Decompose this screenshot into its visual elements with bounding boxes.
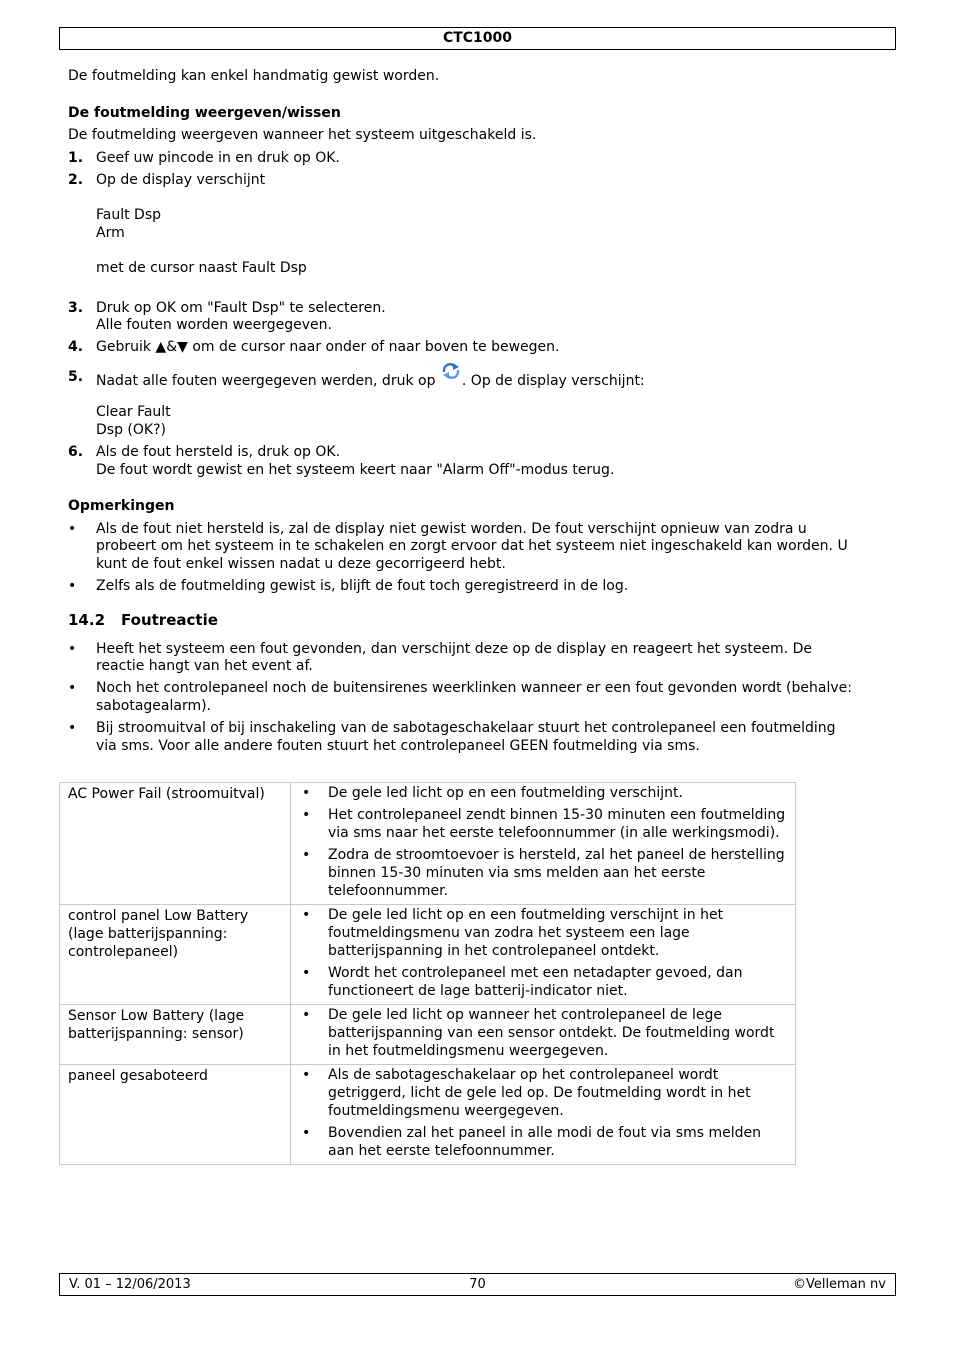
fault-table: [59, 782, 796, 1165]
fault-response: [291, 1005, 796, 1065]
table-row: [60, 1065, 796, 1165]
bullet-icon: •: [302, 1067, 311, 1083]
remark-line: probeert om het systeem in te schakelen en zorgt ervoor dat het systeem niet ingeschakeld kan worden. U: [96, 538, 848, 554]
step-text-continued: De fout wordt gewist en het systeem keert naar "Alarm Off"-modus terug.: [96, 462, 615, 478]
fault-label: AC Power Fail (stroomuitval): [60, 783, 291, 905]
bullet-icon: •: [302, 807, 311, 823]
list-item: [299, 1006, 787, 1060]
bullet-line: Bij stroomuitval of bij inschakeling van de sabotageschakelaar stuurt het controlepaneel een foutmelding: [96, 720, 836, 736]
bullet-icon: •: [302, 907, 311, 923]
list-item: [299, 806, 787, 842]
remark-line: Zelfs als de foutmelding gewist is, blijft de fout toch geregistreerd in de log.: [96, 578, 629, 594]
display-line: Arm: [96, 225, 125, 241]
fault-label: control panel Low Battery (lage batterijspanning: controlepaneel): [60, 905, 291, 1005]
bullet-line: Heeft het systeem een fout gevonden, dan verschijnt deze op de display en reageert het systeem. De: [96, 641, 812, 657]
step-text: Gebruik ▲&▼ om de cursor naar onder of naar boven te bewegen.: [96, 339, 560, 355]
list-item-text: De gele led licht op en een foutmelding verschijnt in het foutmeldingsmenu van zodra het systeem een lage batterijspanning in het controlepaneel ontdekt.: [328, 907, 724, 959]
section-heading-foutreactie: [68, 611, 218, 629]
bullet-line: reactie hangt van het event af.: [96, 658, 313, 674]
step-text: Als de fout hersteld is, druk op OK.: [96, 444, 341, 460]
bullet-icon: •: [302, 785, 311, 801]
fault-label: Sensor Low Battery (lage batterijspanning: sensor): [60, 1005, 291, 1065]
fault-response: [291, 783, 796, 905]
footer-copyright: ©Velleman nv: [792, 1277, 886, 1292]
footer-version: V. 01 – 12/06/2013: [69, 1277, 191, 1292]
list-item-text: Het controlepaneel zendt binnen 15-30 minuten een foutmelding via sms naar het eerste telefoonnummer (in alle werkingsmodi).: [328, 807, 786, 841]
step-text: Geef uw pincode in en druk op OK.: [96, 150, 340, 166]
bullet-icon: •: [68, 641, 77, 657]
step-number: 4.: [68, 339, 84, 355]
fault-response: [291, 1065, 796, 1165]
section-number: 14.2: [68, 611, 106, 629]
section-title: Foutreactie: [121, 611, 218, 629]
step-text-before-icon: Nadat alle fouten weergegeven werden, druk op: [96, 373, 436, 389]
display-line: Dsp (OK?): [96, 422, 166, 438]
bullet-icon: •: [302, 965, 311, 981]
bullet-icon: •: [302, 1125, 311, 1141]
step-number: 2.: [68, 172, 84, 188]
bullet-line: via sms. Voor alle andere fouten stuurt het controlepaneel GEEN foutmelding via sms.: [96, 738, 700, 754]
bullet-icon: •: [68, 680, 77, 696]
list-item-text: De gele led licht op en een foutmelding verschijnt.: [328, 785, 683, 801]
remark-line: Als de fout niet hersteld is, zal de display niet gewist worden. De fout verschijnt opnieuw van zodra u: [96, 521, 807, 537]
section-lead: De foutmelding weergeven wanneer het systeem uitgeschakeld is.: [68, 127, 537, 143]
list-item: [299, 1124, 787, 1160]
remarks-heading: Opmerkingen: [68, 498, 175, 514]
header-title: CTC1000: [59, 27, 896, 50]
page-footer: [59, 1273, 896, 1296]
fault-response: [291, 905, 796, 1005]
list-item-text: Als de sabotageschakelaar op het controlepaneel wordt getriggerd, licht de gele led op. De foutmelding wordt in het foutmeldingsmenu weergegeven.: [328, 1067, 751, 1119]
step-note: met de cursor naast Fault Dsp: [96, 260, 307, 276]
step-text: Druk op OK om "Fault Dsp" te selecteren.: [96, 300, 386, 316]
bullet-icon: •: [68, 578, 77, 594]
display-line: Clear Fault: [96, 404, 171, 420]
step-text-after-icon: . Op de display verschijnt:: [461, 373, 645, 389]
sync-arrows-icon: [440, 362, 462, 380]
step-text-continued: Alle fouten worden weergegeven.: [96, 317, 332, 333]
list-item-text: De gele led licht op wanneer het controlepaneel de lege batterijspanning van een sensor ontdekt. De foutmelding wordt in het foutmeldingsmenu weergegeven.: [328, 1007, 775, 1059]
fault-label: paneel gesaboteerd: [60, 1065, 291, 1165]
list-item-text: Wordt het controlepaneel met een netadapter gevoed, dan functioneert de lage batterij-indicator niet.: [328, 965, 743, 999]
step-number: 3.: [68, 300, 84, 316]
footer-page-number: 70: [469, 1277, 486, 1292]
step-number: 5.: [68, 369, 84, 385]
bullet-icon: •: [68, 720, 77, 736]
list-item: [299, 1066, 787, 1120]
table-row: [60, 1005, 796, 1065]
intro-text: De foutmelding kan enkel handmatig gewist worden.: [68, 68, 440, 84]
remark-line: kunt de fout enkel wissen nadat u deze gecorrigeerd hebt.: [96, 556, 506, 572]
bullet-icon: •: [302, 847, 311, 863]
step-number: 1.: [68, 150, 84, 166]
list-item: [299, 964, 787, 1000]
step-number: 6.: [68, 444, 84, 460]
display-line: Fault Dsp: [96, 207, 162, 223]
bullet-icon: •: [68, 521, 77, 537]
bullet-line: sabotagealarm).: [96, 698, 212, 714]
list-item-text: Bovendien zal het paneel in alle modi de fout via sms melden aan het eerste telefoonnummer.: [328, 1125, 761, 1159]
table-row: [60, 783, 796, 905]
section-heading-display-clear: De foutmelding weergeven/wissen: [68, 105, 341, 121]
list-item: [299, 906, 787, 960]
list-item-text: Zodra de stroomtoevoer is hersteld, zal het paneel de herstelling binnen 15-30 minuten via sms melden aan het eerste telefoonnummer.: [328, 847, 785, 899]
table-row: [60, 905, 796, 1005]
bullet-icon: •: [302, 1007, 311, 1023]
step-text: Op de display verschijnt: [96, 172, 266, 188]
list-item: [299, 784, 787, 802]
bullet-line: Noch het controlepaneel noch de buitensirenes weerklinken wanneer er een fout gevonden wordt (behalve:: [96, 680, 852, 696]
list-item: [299, 846, 787, 900]
step-text: [96, 368, 886, 390]
